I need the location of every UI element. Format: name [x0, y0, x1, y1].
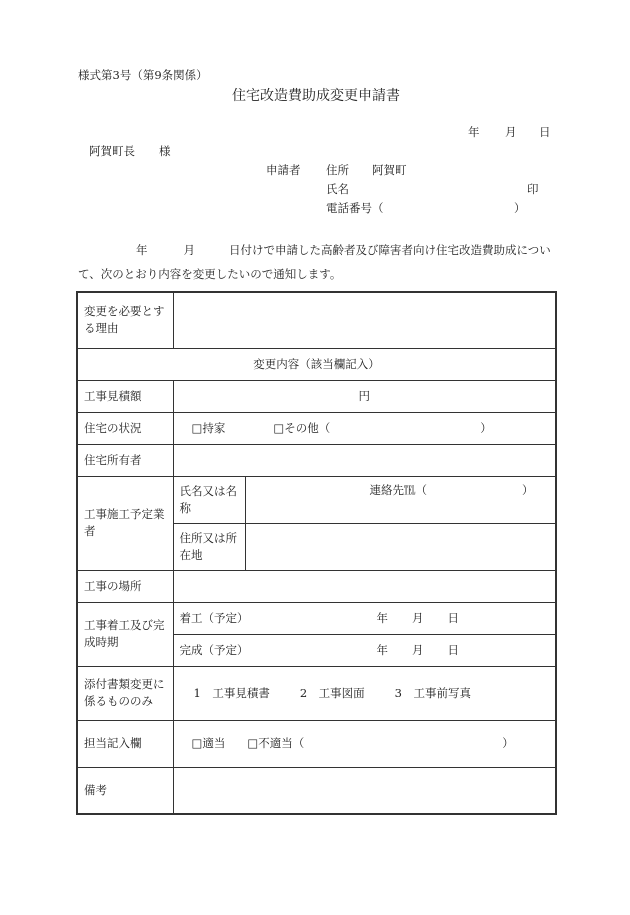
start-month: 月 — [412, 610, 424, 625]
reason-field[interactable] — [173, 292, 556, 348]
applicant-address-value: 阿賀町 — [372, 163, 407, 177]
estimate-field[interactable] — [173, 380, 556, 412]
intro-month: 月 — [183, 243, 195, 257]
attachments-label: 添付書類変更に係るもののみ — [77, 666, 173, 720]
staff-label: 担当記入欄 — [77, 720, 173, 767]
table-row — [77, 570, 556, 602]
attachment-photo[interactable]: 3 工事前写真 — [394, 685, 471, 700]
start-field[interactable] — [173, 602, 556, 634]
staff-ng-checkbox[interactable]: □不適当（ — [247, 736, 305, 750]
status-label: 住宅の状況 — [77, 412, 173, 444]
seal-mark: 印 — [527, 182, 539, 196]
change-content-header: 変更内容（該当欄記入） — [77, 348, 556, 380]
status-other-close: ） — [480, 420, 492, 435]
attachment-estimate[interactable]: 1 工事見積書 — [193, 685, 270, 700]
applicant-name-label: 氏名 — [326, 182, 349, 196]
finish-label: 完成（予定） — [179, 642, 249, 657]
applicant-phone-label: 電話番号（ — [326, 201, 384, 215]
table-row — [77, 767, 556, 814]
table-row — [77, 602, 556, 634]
table-row — [77, 720, 556, 767]
table-row — [77, 380, 556, 412]
owner-field[interactable] — [173, 444, 556, 476]
table-row — [77, 666, 556, 720]
form-title: 住宅改造費助成変更申請書 — [232, 88, 400, 104]
date-year-label: 年 — [468, 125, 480, 139]
staff-ok-checkbox[interactable]: □適当 — [191, 736, 226, 750]
contractor-name-label: 氏名又は名称 — [173, 476, 245, 523]
staff-ng-close: ） — [502, 736, 514, 750]
owner-label: 住宅所有者 — [77, 444, 173, 476]
date-month-label: 月 — [505, 125, 517, 139]
start-label: 着工（予定） — [179, 610, 249, 625]
date-day-label: 日 — [539, 125, 551, 139]
applicant-label: 申請者 — [266, 163, 301, 177]
applicant-phone-close: ） — [514, 201, 526, 215]
location-field[interactable] — [173, 570, 556, 602]
intro-year: 年 — [136, 243, 148, 257]
status-owned-checkbox[interactable]: □持家 — [191, 420, 226, 435]
applicant-address-label: 住所 — [326, 163, 349, 177]
contractor-label: 工事施工予定業者 — [77, 476, 173, 570]
form-number: 様式第3号（第9条関係） — [78, 68, 208, 82]
addressee: 阿賀町長 — [89, 144, 135, 158]
finish-day: 日 — [447, 642, 459, 657]
reason-label: 変更を必要とする理由 — [77, 292, 173, 348]
contact-close: ） — [522, 482, 534, 497]
status-other-checkbox[interactable]: □その他（ — [273, 420, 331, 435]
attachments-field — [173, 666, 556, 720]
table-row — [77, 292, 556, 348]
application-table — [76, 291, 557, 815]
intro-paragraph — [78, 238, 556, 286]
start-year: 年 — [376, 610, 388, 625]
finish-field[interactable] — [173, 634, 556, 666]
status-field — [173, 412, 556, 444]
finish-year: 年 — [376, 642, 388, 657]
remarks-label: 備考 — [77, 767, 173, 814]
finish-month: 月 — [412, 642, 424, 657]
start-day: 日 — [447, 610, 459, 625]
table-row — [77, 476, 556, 523]
location-label: 工事の場所 — [77, 570, 173, 602]
period-label: 工事着工及び完成時期 — [77, 602, 173, 666]
table-row — [77, 412, 556, 444]
contractor-name-field[interactable] — [245, 476, 556, 523]
addressee-suffix: 様 — [159, 144, 171, 158]
contractor-address-label: 住所又は所在地 — [173, 523, 245, 570]
yen-unit: 円 — [358, 388, 370, 403]
table-row — [77, 348, 556, 380]
staff-field — [173, 720, 556, 767]
table-row — [77, 444, 556, 476]
attachment-drawing[interactable]: 2 工事図面 — [299, 685, 365, 700]
estimate-label: 工事見積額 — [77, 380, 173, 412]
remarks-field[interactable] — [173, 767, 556, 814]
contractor-address-field[interactable] — [245, 523, 556, 570]
contact-label: 連絡先℡（ — [369, 482, 427, 497]
intro-text: 日付けで申請した高齢者及び障害者向け住宅改造費助成について、次のとおり内容を変更したいので通知します。 — [78, 243, 551, 281]
